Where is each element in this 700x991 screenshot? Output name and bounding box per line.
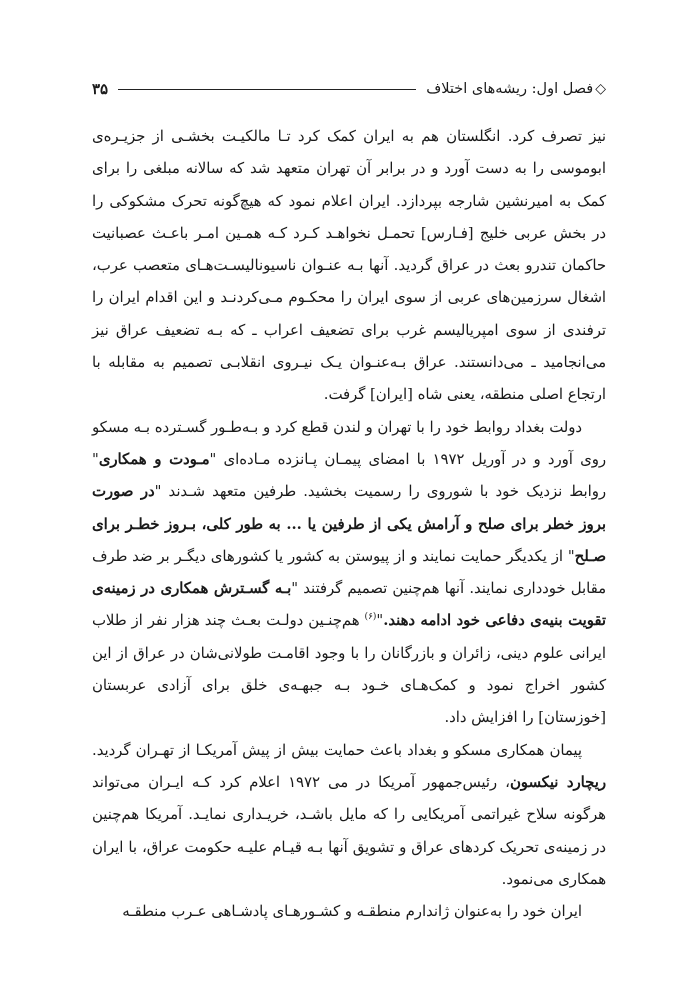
footnote-reference: (۶) — [364, 612, 377, 623]
bold-text-run: ریچارد نیکسون — [509, 773, 606, 791]
paragraph — [92, 735, 606, 896]
text-run: " — [376, 612, 384, 630]
diamond-icon: ◇ — [595, 81, 606, 97]
paragraph — [92, 412, 606, 735]
body-text — [92, 121, 606, 928]
text-run: ایران خود را به‌عنوان ژاندارم منطقـه و کشـورهـای پادشـاهی عـرب منطقـه — [122, 903, 582, 921]
bold-text-run: در صورت بروز خطر برای صلح و آرامش یکی از طرفین یا ... به طور کلی، بـروز خطـر برای صـلح — [92, 483, 606, 565]
header-rule — [118, 89, 416, 90]
running-header — [92, 78, 606, 100]
paragraph — [92, 896, 606, 928]
bold-text-run: بـه گسـترش همکاری در زمینه‌ی تقویت بنیه‌ی دفاعی خود ادامه دهند. — [92, 580, 606, 630]
text-run: هم‌چنـین دولـت بعـث چند هزار نفر از طلاب ایرانی علوم دینی، زائران و بازرگانان را با وجود اقامـت طولانی‌شان در عراق از این کشور اخراج نمود و کمک‌هـای خـود بـه جبهـه‌ی خلق برای آزادی عربستان [خوزستان] را افزایش داد. — [92, 612, 606, 727]
text-run: نیز تصرف کرد. انگلستان هم به ایران کمک کرد تـا مالکیـت بخشـی از جزیـره‌ی ابوموسی را به دست آورد و در برابر آن تهران متعهد شد که سالانه مبلغی را برای کمک به امیرنشین شارجه بپردازد. ایران اعلام نمود که هیچ‌گونه تحرک مشکوکی را در بخش عربی خلیج [فـارس] تحمـل نخواهـد کـرد کـه همـین امـر باعـث عصبانیت حاکمان تندرو بعث در عراق گردید. آنها بـه عنـوان ناسیونالیسـت‌هـای متعصب عرب، اشغال سرزمین‌های عربی از سوی ایران را محکـوم مـی‌کردنـد و این اقدام ایران را ترفندی از سوی امپریالیسم غرب برای تضعیف اعراب ـ که بـه تضعیف عراق نیز می‌انجامید ـ می‌دانستند. عراق بـه‌عنـوان یـک نیـروی انقلابـی تصمیم به مقابله با ارتجاع اصلی منطقه، یعنی شاه [ایران] گرفت. — [92, 128, 606, 404]
text-run: " روابط نزدیک خود با شوروی را رسمیت بخشید. طرفین متعهد شـدند " — [92, 450, 607, 501]
text-run: " از یکدیگر حمایت نمایند و از پیوستن به کشور یا کشورهای دیگـر بر ضد طرف مقابل خودداری نمایند. آنها هم‌چنین تصمیم گرفتند " — [92, 547, 606, 598]
text-run: پیمان همکاری مسکو و بغداد باعث حمایت بیش از پیش آمریکـا از تهـران گردید. — [92, 741, 582, 759]
book-page — [92, 78, 606, 928]
paragraph — [92, 121, 606, 412]
bold-text-run: مـودت و همکاری — [98, 450, 210, 468]
text-run: دولت بغداد روابط خود را با تهران و لندن قطع کرد و بـه‌طـور گسـترده بـه مسکو روی آورد و در آوریل ۱۹۷۲ با امضای پیمـان پـانزده مـاده‌ای " — [92, 418, 606, 468]
chapter-title: فصل اول: ریشه‌های اختلاف — [426, 81, 594, 97]
page-number: ۳۵ — [92, 80, 109, 98]
text-run: ، رئیس‌جمهور آمریکا در می ۱۹۷۲ اعلام کرد کـه ایـران می‌تواند هرگونه سلاح غیراتمی آمریکایی را که مایل باشـد، خریـداری نمایـد. آمریکا هم‌چنین در زمینه‌ی تحریک کردهای عراق و تشویق آنها بـه قیـام علیـه حکومت عراق، با ایران همکاری می‌نمود. — [92, 773, 606, 888]
